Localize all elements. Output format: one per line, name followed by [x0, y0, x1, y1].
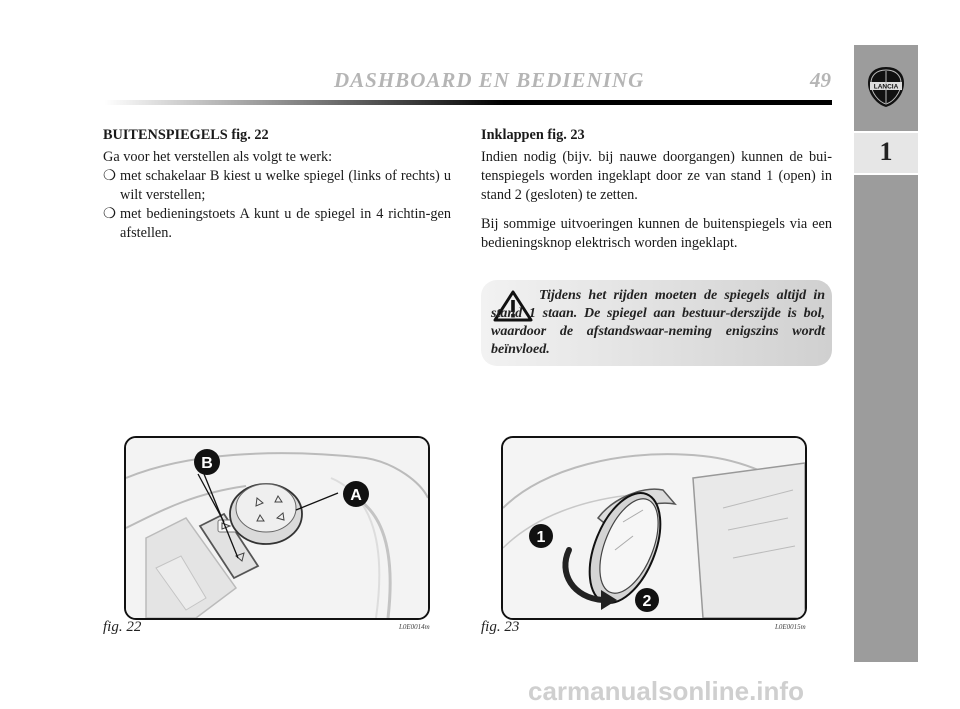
paragraph: Indien nodig (bijv. bij nauwe doorgangen) kunnen de bui-tenspiegels worden ingeklapt door ze van stand 1 (open) in stand 2 (gesloten) te zetten.	[481, 149, 832, 203]
callout-2-label: 2	[642, 593, 652, 610]
chapter-box	[854, 133, 918, 175]
section-heading: Inklappen fig. 23	[481, 127, 585, 143]
list-item-text: met bedieningstoets A kunt u de spiegel in 4 richtin-gen afstellen.	[120, 206, 451, 241]
figure-code: L0E0014m	[399, 623, 430, 631]
mirror-fold-illustration	[503, 438, 805, 618]
watermark-text: carmanualsonline.info	[528, 676, 804, 706]
figure-caption: fig. 23	[481, 619, 520, 635]
paragraph: Bij sommige uitvoeringen kunnen de buitenspiegels via een bedieningsknop elektrisch worden ingeklapt.	[481, 216, 832, 251]
figure-mirror-fold	[501, 436, 807, 620]
list-item	[103, 205, 451, 243]
mirror-switch-illustration	[126, 438, 428, 618]
callout-a-label: A	[350, 487, 362, 504]
figure-caption: fig. 22	[103, 619, 142, 635]
warning-text: Tijdens het rijden moeten de spiegels altijd in stand 1 staan. De spiegel aan bestuur-derszijde is bol, waardoor de afstandswaar-neming enigszins wordt beïnvloed.	[491, 288, 825, 357]
list-item	[103, 167, 451, 205]
warning-box	[481, 280, 832, 366]
brand-logo-box	[854, 45, 918, 133]
chapter-tab	[854, 45, 918, 662]
list-item-text: met schakelaar B kiest u welke spiegel (links of rechts) u wilt verstellen;	[120, 168, 451, 203]
bullet-circle-icon: ❍	[103, 206, 116, 222]
right-column	[481, 126, 832, 253]
intro-text: Ga voor het verstellen als volgt te werk:	[103, 149, 333, 165]
left-column	[103, 126, 451, 243]
logo-text: LANCIA	[873, 83, 899, 91]
lancia-logo-icon	[866, 65, 906, 109]
bullet-circle-icon: ❍	[103, 168, 116, 184]
page-number: 49	[810, 68, 831, 92]
callout-b-label: B	[201, 455, 213, 472]
figure-code: L0E0015m	[775, 623, 806, 631]
callout-1-label: 1	[536, 529, 546, 546]
header-rule	[104, 100, 832, 105]
section-heading: BUITENSPIEGELS fig. 22	[103, 127, 269, 143]
warning-text-block	[491, 287, 825, 359]
figure-mirror-controls	[124, 436, 430, 620]
chapter-number: 1	[879, 137, 893, 166]
page-section-title: DASHBOARD EN BEDIENING	[334, 68, 645, 92]
